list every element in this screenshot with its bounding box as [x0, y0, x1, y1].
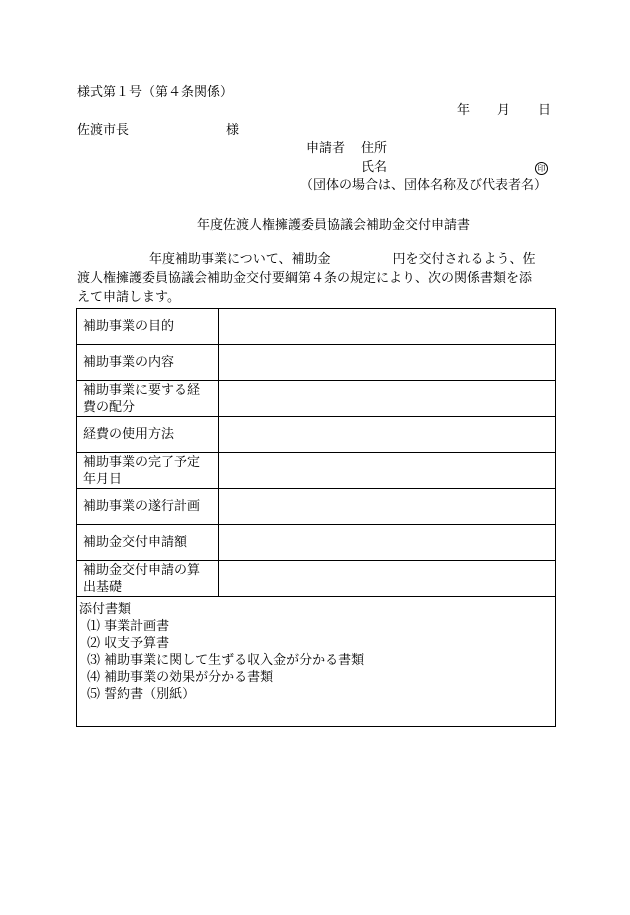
attachments-row: [77, 597, 556, 727]
table-row: [77, 525, 556, 561]
row-label: 補助事業の内容: [77, 345, 219, 381]
date-month-label: 月: [497, 103, 511, 118]
table-row: [77, 345, 556, 381]
body-line-1-part-a: 年度補助事業について、補助金: [149, 252, 331, 267]
attachment-item: ⑶ 補助事業に関して生ずる収入金が分かる書類: [87, 653, 365, 668]
application-table: [76, 308, 556, 727]
table-row: [77, 381, 556, 417]
body-line-1-part-b: 円を交付されるよう、佐: [392, 252, 536, 267]
seal-icon: 印: [535, 162, 548, 175]
name-label: 氏名: [361, 160, 388, 175]
attachments-title: 添付書類: [79, 602, 132, 617]
date-year-label: 年: [457, 103, 471, 118]
applicant-label: 申請者: [306, 141, 346, 156]
attachment-item: ⑷ 補助事業の効果が分かる書類: [87, 670, 274, 685]
date-day-label: 日: [538, 103, 552, 118]
group-note: （団体の場合は、団体名称及び代表者名）: [300, 178, 548, 193]
recipient-honorific: 様: [226, 123, 240, 138]
seal-mark: [535, 160, 548, 176]
table-row: [77, 489, 556, 525]
row-value-field[interactable]: [219, 345, 556, 381]
form-number: 様式第１号（第４条関係）: [77, 85, 234, 100]
row-value-field[interactable]: [219, 381, 556, 417]
attachment-item: ⑴ 事業計画書: [87, 619, 170, 634]
body-line-3: えて申請します。: [77, 290, 180, 305]
row-label: 補助事業に要する経 費の配分: [77, 381, 219, 417]
row-label: 補助事業の完了予定 年月日: [77, 453, 219, 489]
row-value-field[interactable]: [219, 309, 556, 345]
table-row: [77, 309, 556, 345]
row-label: 補助金交付申請額: [77, 525, 219, 561]
document-title: 年度佐渡人権擁護委員協議会補助金交付申請書: [197, 218, 471, 233]
row-value-field[interactable]: [219, 489, 556, 525]
body-line-1: [77, 250, 555, 269]
table-row: [77, 561, 556, 597]
row-value-field[interactable]: [219, 525, 556, 561]
row-value-field[interactable]: [219, 453, 556, 489]
row-label: 経費の使用方法: [77, 417, 219, 453]
table-row: [77, 417, 556, 453]
body-line-2: 渡人権擁護委員協議会補助金交付要綱第４条の規定により、次の関係書類を添: [77, 271, 533, 286]
row-label: 補助金交付申請の算 出基礎: [77, 561, 219, 597]
row-label: 補助事業の遂行計画: [77, 489, 219, 525]
row-value-field[interactable]: [219, 561, 556, 597]
attachments-cell: [77, 597, 556, 727]
row-value-field[interactable]: [219, 417, 556, 453]
row-label: 補助事業の目的: [77, 309, 219, 345]
table-row: [77, 453, 556, 489]
body-paragraph: [77, 250, 555, 307]
address-label: 住所: [361, 141, 388, 156]
attachment-item: ⑸ 誓約書（別紙）: [87, 687, 196, 702]
attachment-item: ⑵ 収支予算書: [87, 636, 170, 651]
recipient: 佐渡市長: [77, 123, 130, 138]
